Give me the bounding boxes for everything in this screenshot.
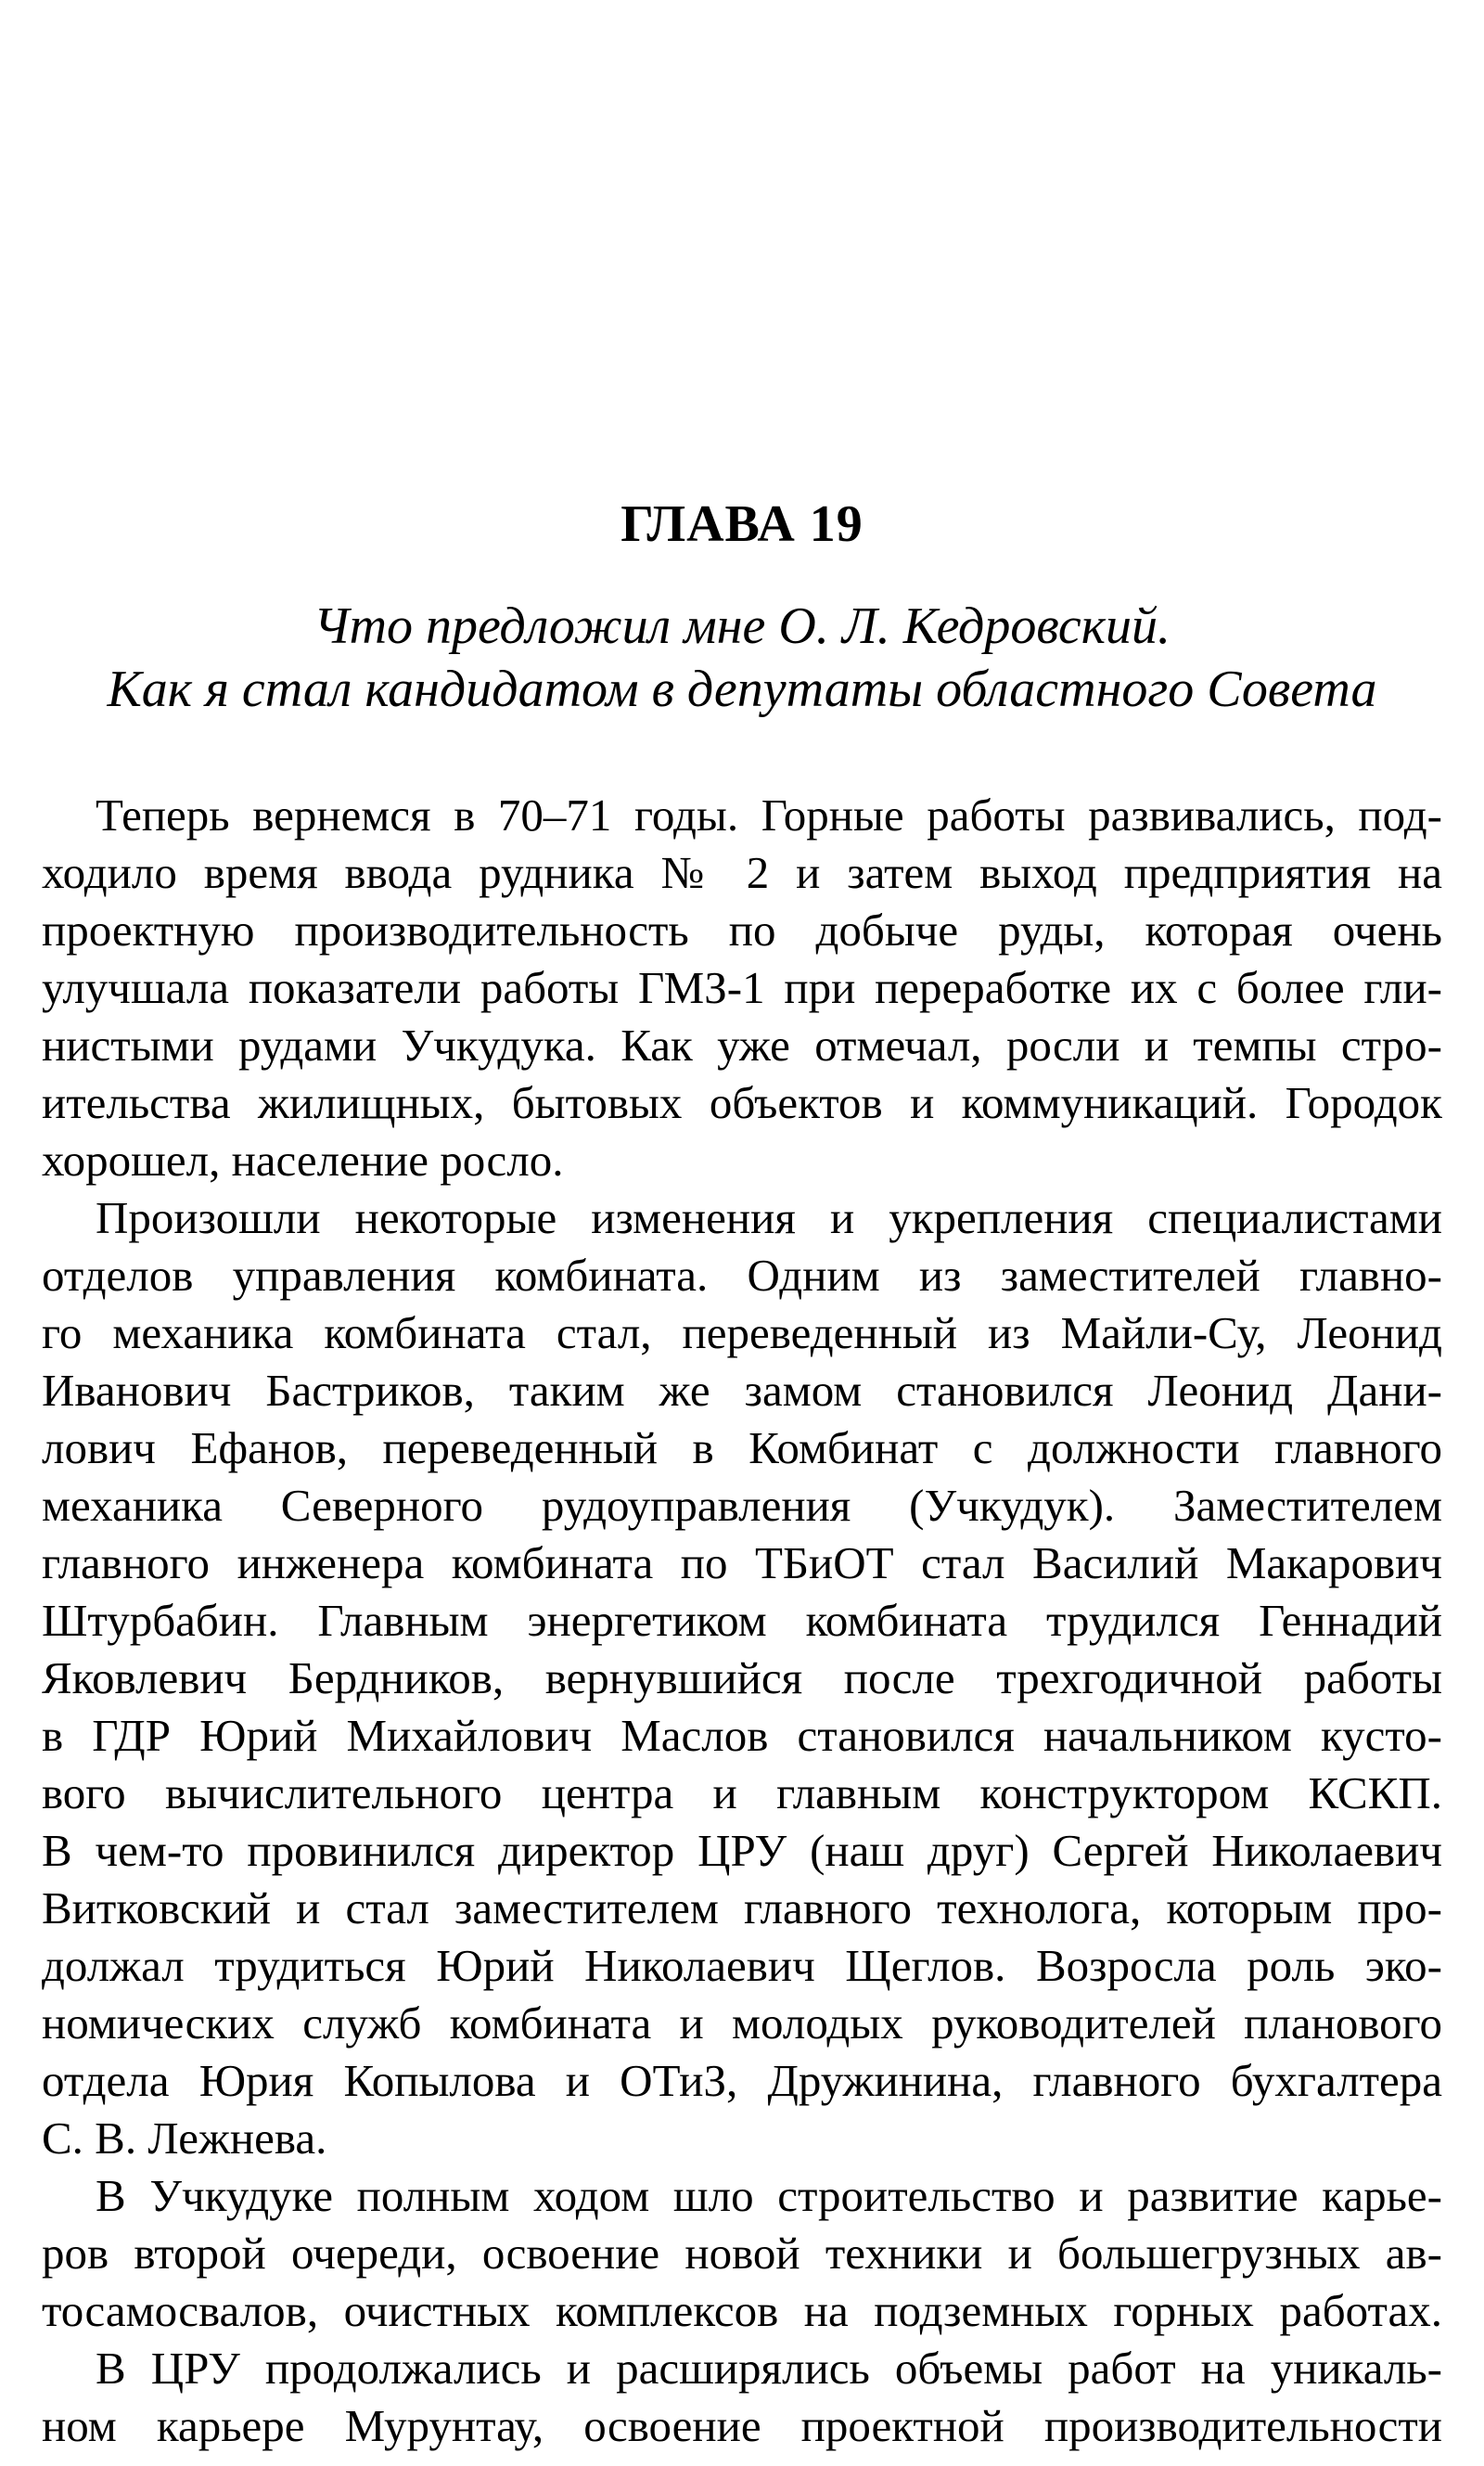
text-line: лович Ефанов, переведенный в Комбинат с должности главного <box>42 1422 1442 1473</box>
text-line: С. В. Лежнева. <box>42 2113 327 2164</box>
text-line: Теперь вернемся в 70–71 годы. Горные работы развивались, под- <box>96 790 1442 841</box>
chapter-subtitle-line-1: Что предложил мне О. Л. Кедровский. <box>313 597 1171 655</box>
chapter-title: ГЛАВА 19 <box>620 495 864 553</box>
text-line: Иванович Бастриков, таким же замом становился Леонид Дани- <box>42 1365 1442 1416</box>
text-line: вого вычислительного центра и главным конструктором КСКП. <box>42 1767 1442 1818</box>
text-line: хорошел, население росло. <box>42 1135 564 1186</box>
text-line: Витковский и стал заместителем главного технолога, которым про- <box>42 1882 1442 1933</box>
text-line: механика Северного рудоуправления (Учкудук). Заместителем <box>42 1480 1442 1531</box>
text-line: должал трудиться Юрий Николаевич Щеглов. Возросла роль эко- <box>42 1940 1442 1991</box>
text-line: Яковлевич Бердников, вернувшийся после трехгодичной работы <box>42 1652 1442 1703</box>
text-line: ительства жилищных, бытовых объектов и коммуникаций. Городок <box>42 1077 1442 1128</box>
text-line: номических служб комбината и молодых руководителей планового <box>42 1997 1442 2049</box>
text-line: отделов управления комбината. Одним из заместителей главно- <box>42 1250 1442 1301</box>
text-line: Произошли некоторые изменения и укрепления специалистами <box>96 1192 1442 1243</box>
text-line: Штурбабин. Главным энергетиком комбината трудился Геннадий <box>42 1595 1442 1646</box>
text-line: ходило время ввода рудника № 2 и затем выход предприятия на <box>42 847 1442 898</box>
text-line: В чем-то провинился директор ЦРУ (наш друг) Сергей Николаевич <box>42 1825 1442 1876</box>
text-line: в ГДР Юрий Михайлович Маслов становился начальником кусто- <box>42 1710 1442 1761</box>
text-line: В Учкудуке полным ходом шло строительство и развитие карье- <box>96 2170 1442 2221</box>
text-line: отдела Юрия Копылова и ОТиЗ, Дружинина, главного бухгалтера <box>42 2055 1442 2106</box>
text-line: главного инженера комбината по ТБиОТ стал Василий Макарович <box>42 1537 1442 1588</box>
text-line: проектную производительность по добыче руды, которая очень <box>42 905 1442 956</box>
text-line: ров второй очереди, освоение новой техники и большегрузных ав- <box>42 2228 1442 2279</box>
chapter-subtitle-line-2: Как я стал кандидатом в депутаты областного Совета <box>107 661 1377 718</box>
text-line: В ЦРУ продолжались и расширялись объемы работ на уникаль- <box>96 2343 1442 2394</box>
text-line: улучшала показатели работы ГМЗ-1 при переработке их с более гли- <box>42 962 1442 1013</box>
text-line: нистыми рудами Учкудука. Как уже отмечал, росли и темпы стро- <box>42 1020 1442 1071</box>
text-line: ном карьере Мурунтау, освоение проектной производительности <box>42 2400 1442 2451</box>
text-line: тосамосвалов, очистных комплексов на подземных горных работах. <box>42 2285 1442 2336</box>
text-line: го механика комбината стал, переведенный из Майли-Су, Леонид <box>42 1307 1442 1358</box>
